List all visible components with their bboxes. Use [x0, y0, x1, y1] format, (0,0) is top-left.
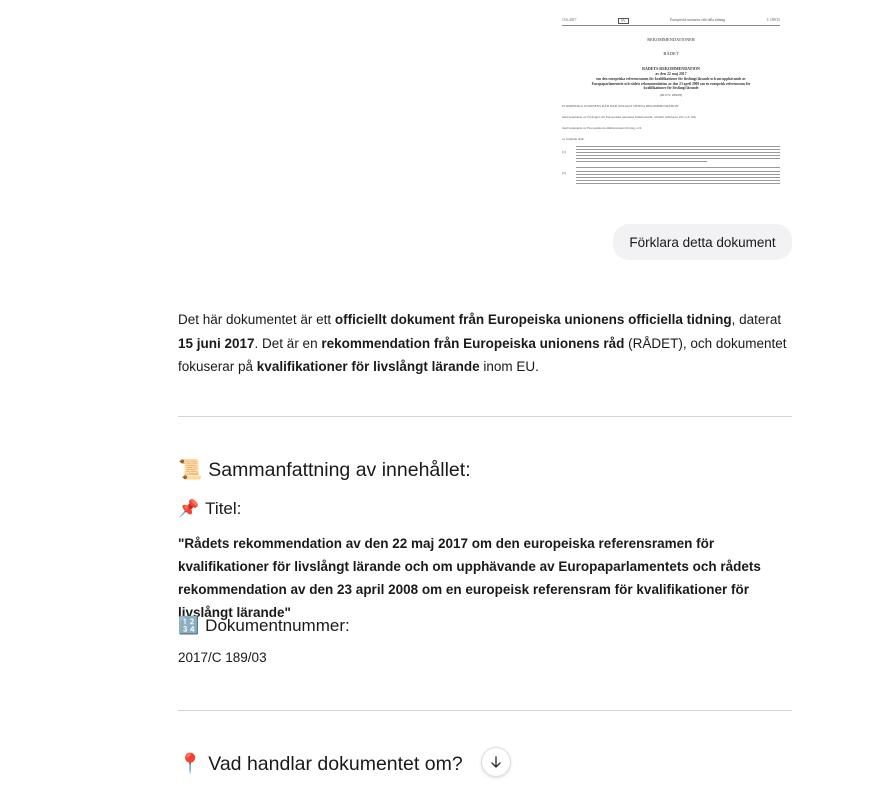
scroll-icon: 📜 [178, 459, 203, 481]
arrow-down-icon [489, 755, 503, 769]
document-number: 2017/C 189/03 [178, 650, 267, 665]
docnum-heading: 🔢 Dokumentnummer: [178, 616, 350, 635]
round-pushpin-icon: 📍 [178, 753, 203, 775]
summary-heading: 📜 Sammanfattning av innehållet: [178, 458, 471, 481]
about-heading: 📍 Vad handlar dokumentet om? [178, 752, 463, 775]
document-text-lines [562, 167, 780, 184]
intro-paragraph: Det här dokumentet är ett officiellt dokument från Europeiska unionens officiella tidning, daterat 15 juni 2017. Det är en rekommendation från Europeiska unionens råd (RÅDET), och dokumentet fokuserar på kvalifikationer för livslångt lärande inom EU. [178, 312, 787, 374]
document-rec-subject: om den europeiska referensramen för kvalifikationer för livslångt lärande och om upphävande av Europaparlamentets och rådets rekommendation av den 23 april 2008 om en europeisk referensram för kvalifikationer för livslångt lärande [591, 77, 751, 90]
document-recital-1: (1) [562, 146, 780, 163]
divider [178, 710, 792, 711]
document-text-lines [562, 146, 780, 163]
document-body-name: RÅDET [663, 51, 679, 56]
title-heading: 📌 Titel: [178, 499, 242, 518]
document-recital-2: (2) [562, 167, 780, 184]
document-p1: med beaktande av fördraget om Europeiska unionens funktionssätt, särskilt artiklarna 165 och 166, [562, 114, 697, 119]
document-p3: av följande skäl: [562, 136, 585, 141]
scroll-down-button[interactable] [481, 747, 511, 777]
document-rec-title: RÅDETS REKOMMENDATION [642, 66, 700, 71]
explain-document-chip[interactable]: Förklara detta dokument [613, 224, 792, 260]
document-rec-date: av den 22 maj 2017 [655, 72, 687, 76]
attached-document-thumbnail[interactable] [562, 18, 780, 222]
document-preamble: EUROPEISKA UNIONENS RÅD HAR ANTAGIT DENNA REKOMMENDATION [562, 103, 679, 108]
divider [178, 416, 792, 417]
document-header: 15.6.2017 SV Europeiska unionens officiella tidning C 189/15 [562, 18, 780, 26]
document-rec-ref: (2017/C 189/03) [659, 92, 683, 97]
document-title-text: "Rådets rekommendation av den 22 maj 2017 om den europeiska referensramen för kvalifikationer för livslångt lärande och om upphävande av Europaparlamentets och rådets rekommendation av den 23 april 2008 om en europeisk referensram för kvalifikationer för livslångt lärande" [178, 536, 761, 620]
numbers-icon: 🔢 [178, 616, 200, 635]
pushpin-icon: 📌 [178, 499, 200, 518]
document-p2: med beaktande av Europeiska kommissionens förslag, och [562, 125, 642, 130]
document-section: REKOMMENDATIONER [647, 37, 695, 42]
